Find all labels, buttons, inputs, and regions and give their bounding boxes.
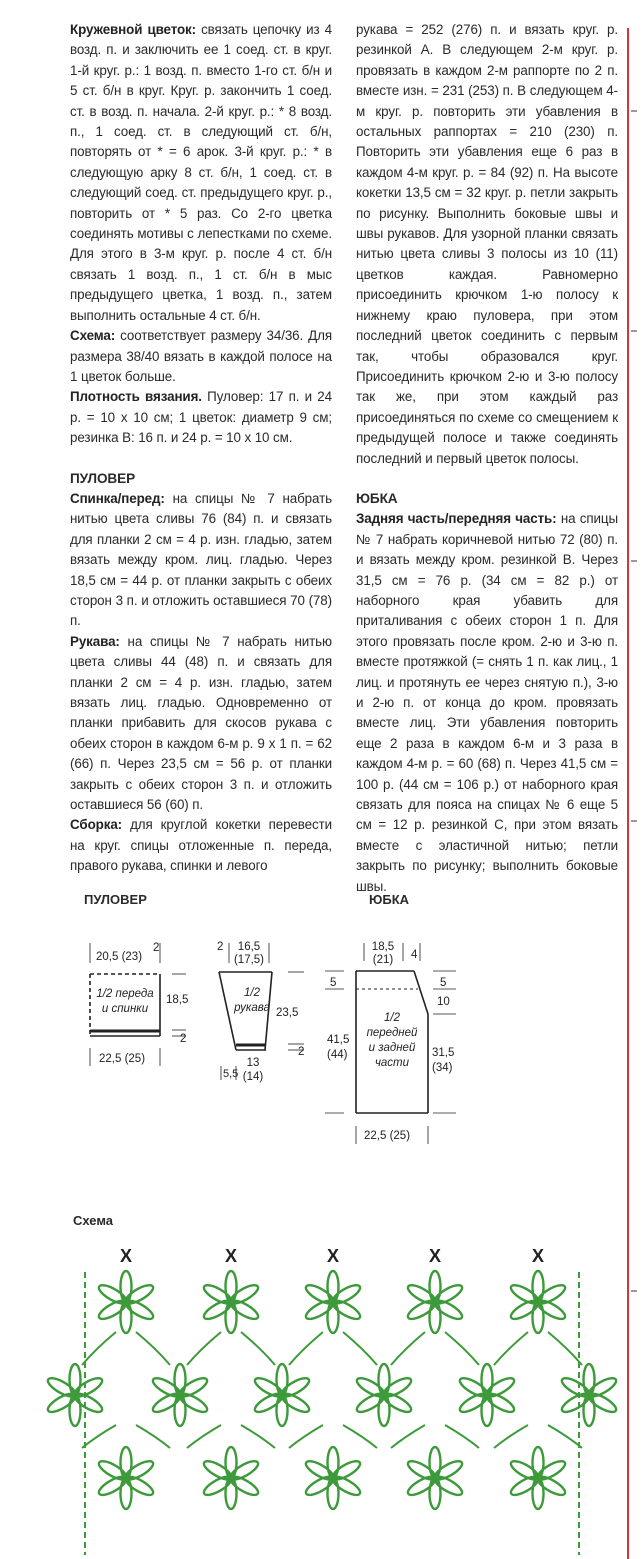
body-bottom-dimension: 22,5 (25) xyxy=(99,1053,146,1065)
skirt-label-line3: и задней xyxy=(368,1042,416,1054)
skirt-right-10-dimension: 10 xyxy=(437,996,450,1008)
skirt-label-line4: части xyxy=(374,1057,410,1069)
sleeve-label-line2: рукава xyxy=(234,1002,270,1014)
body-top-dimension: 20,5 (23) xyxy=(96,951,143,963)
sleeves-paragraph xyxy=(70,632,332,816)
back-front-paragraph xyxy=(70,489,332,632)
edge-tick xyxy=(631,330,637,332)
garment-schematics xyxy=(0,930,641,1150)
flower-link xyxy=(241,1425,275,1448)
skirt-top-side-dimension: 4 xyxy=(411,949,418,961)
sleeves-text: на спицы № 7 набрать нитью цвета сливы 44 (48) п. и связать для планки 2 см = 4 р. изн. гладью, затем вязать лиц. гладью. Одновременно от планки прибавить для скосов рукава с обеих сторон в каждом 6-м р. 9 x 1 п. = 62 (66) п. Через 23,5 см = 56 р. от планки закрыть с обеих сторон 3 п. и отложить оставшиеся 56 (60) п. xyxy=(70,633,332,813)
sleeve-top-small-dimension: 2 xyxy=(217,941,224,953)
sleeve-band-dimension: 2 xyxy=(298,1046,305,1058)
skirt-piece-schematic xyxy=(325,941,456,1144)
sleeve-bottom-dimension-a: 13 xyxy=(246,1057,260,1069)
skirt-diagram-title: ЮБКА xyxy=(369,892,410,907)
right-text-column xyxy=(356,20,618,897)
sleeve-bottom-dimension-b: (14) xyxy=(242,1071,264,1083)
flower-link xyxy=(548,1332,582,1365)
assembly-continued-paragraph: рукава = 252 (276) п. и вязать круг. р. резинкой А. В следующем 2-м круг. р. провязать в каждом 2-м раппорте по 2 п. вместе изн. = 231 (253) п. В следующем 4-м круг. р. повторить эти убавления в остальных раппортах = 210 (230) п. Повторить эти убавления еще 6 раз в каждом 4-м круг. р. = 84 (92) п. На высоте кокетки 13,5 см = 32 круг. р. петли закрыть по рисунку. Выполнить боковые швы и швы рукавов. Для узорной планки связать нитью цвета сливы 3 полосы из 10 (11) цветков каждая. Равномерно присоединить крючком 1-ю полосу к нижнему краю пуловера, при этом последний цветок соединить с первым так, чтобы образовался круг. Присоединить крючком 2-ю и 3-ю полосу так же, при этом каждый раз присоединяться по схеме со смещением к предыдущей полосе и также соединять последний и первый цветок полосы. xyxy=(356,22,618,466)
flower-link xyxy=(289,1425,323,1448)
assembly-text: для круглой кокетки перевести на круг. спицы отложенные п. переда, правого рукава, спинки и левого xyxy=(70,817,332,874)
flower-link xyxy=(241,1332,275,1365)
join-marker: X xyxy=(428,1246,442,1266)
skirt-parts-text: на спицы № 7 набрать коричневой нитью 72 (80) п. и вязать между кром. резинкой В. Через 31,5 см = 76 р. (34 см = 82 р.) от наборного края убавить для приталивания с обеих сторон 1 п. Для этого провязать после кром. 2-ю и 3-ю п. вместе протяжкой (= снять 1 п. как лиц., 1 лиц. и протянуть ее через снятую п.), 3-ю и 2-ю п. от конца до кром. провязать вместе лиц. Эти убавления повторить еще 2 раза в каждом 6-м и 3 раза в каждом 4-м р. = 60 (68) п. Через 41,5 см = 100 р. (44 см = 106 р.) от наборного края связать для пояса на спицах № 6 еще 5 см = 12 р. резинкой С, при этом вязать вместе с эластичной нитью; петли закрыть по рисунку; выполнить боковые швы. xyxy=(356,511,618,894)
pullover-heading: ПУЛОВЕР xyxy=(70,470,136,486)
sleeve-piece-schematic xyxy=(217,941,304,1083)
sleeves-term: Рукава: xyxy=(70,633,120,649)
edge-tick xyxy=(631,560,637,562)
flower-link xyxy=(548,1425,582,1448)
skirt-bottom-dimension: 22,5 (25) xyxy=(364,1130,411,1142)
scheme-note-paragraph xyxy=(70,326,332,387)
join-marker: X xyxy=(119,1246,133,1266)
scheme-note-text: соответствует размеру 34/36. Для размера 38/40 вязать в каждой полосе на 1 цветок больше. xyxy=(70,328,332,384)
flower-link xyxy=(494,1425,528,1448)
assembly-paragraph xyxy=(70,815,332,876)
flower-link xyxy=(445,1332,479,1365)
flower-link xyxy=(136,1425,170,1448)
scheme-note-term: Схема: xyxy=(70,328,116,344)
flower-link xyxy=(494,1332,528,1365)
pullover-diagram-title: ПУЛОВЕР xyxy=(84,892,147,907)
sleeve-label-line1: 1/2 xyxy=(244,987,260,999)
flower-link xyxy=(82,1425,116,1448)
join-marker: X xyxy=(224,1246,238,1266)
skirt-left-dimension-a: 41,5 xyxy=(327,1034,350,1046)
gauge-text: Пуловер: 17 п. и 24 р. = 10 x 10 см; 1 цветок: диаметр 9 см; резинка В: 16 п. и 24 р. = 10 x 10 см. xyxy=(70,389,332,446)
sleeve-height-dimension: 23,5 xyxy=(276,1007,299,1019)
skirt-right-dimension-b: (34) xyxy=(432,1062,453,1074)
skirt-top-dimension-a: 18,5 xyxy=(371,941,395,953)
edge-tick xyxy=(631,820,637,822)
flower-link xyxy=(343,1332,377,1365)
body-piece-schematic xyxy=(90,942,188,1066)
body-height-dimension: 18,5 xyxy=(166,994,189,1006)
left-text-column xyxy=(70,20,332,877)
flower-link xyxy=(445,1425,479,1448)
join-marker: X xyxy=(326,1246,340,1266)
flower-link xyxy=(82,1332,116,1365)
lace-flower-term: Кружевной цветок: xyxy=(70,22,197,37)
edge-tick xyxy=(631,110,637,112)
flower-link xyxy=(187,1332,221,1365)
gauge-term: Плотность вязания. xyxy=(70,389,202,405)
skirt-parts-paragraph xyxy=(356,509,618,897)
flower-link xyxy=(391,1425,425,1448)
flower-link xyxy=(289,1332,323,1365)
back-front-term: Спинка/перед: xyxy=(70,490,165,506)
gauge-paragraph xyxy=(70,387,332,448)
back-front-text: на спицы № 7 набрать нитью цвета сливы 76 (84) п. и связать для планки 2 см = 4 р. изн. гладью, затем вязать между кром. лиц. гладью. Через 18,5 см = 44 р. от планки закрыть с обеих сторон 3 п. и отложить оставшиеся 70 (78) п. xyxy=(70,490,332,629)
skirt-heading: ЮБКА xyxy=(356,490,398,506)
skirt-top-dimension-b: (21) xyxy=(372,954,394,966)
join-marker: X xyxy=(531,1246,545,1266)
flower-link xyxy=(343,1425,377,1448)
skirt-waist-left-dimension: 5 xyxy=(330,977,337,989)
crochet-flower-scheme xyxy=(0,1230,641,1559)
body-band-dimension: 2 xyxy=(180,1033,187,1045)
flower-link xyxy=(136,1332,170,1365)
lace-flower-text: связать цепочку из 4 возд. п. и заключить ее 1 соед. ст. в круг. 1-й круг. р.: 1 возд. п. вместо 1-го ст. б/н и 5 ст. б/н в круг. Круг. р. закончить 1 соед. ст. в возд. п. начала. 2-й круг. р.: * 8 возд. п., 1 соед. ст. в следующий ст. б/н, повторять от * = 6 арок. 3-й круг. р.: * в следующую арку 8 ст. б/н, 1 соед. ст. в следующий соед. ст. предыдущего круг. р., повторить от * 5 раз. Со 2-го цветка соединять мотивы с лепестками по схеме. Для этого в 3-м круг. р. после 4 ст. б/н связать 1 возд. п., 1 ст. б/н в мыс предыдущего цветка, 1 возд. п., затем выполнить остальные 4 ст. б/н. xyxy=(70,22,332,323)
scheme-title: Схема xyxy=(73,1213,114,1228)
body-top-small-dimension: 2 xyxy=(153,942,160,954)
lace-flower-paragraph xyxy=(70,20,332,326)
sleeve-top-dimension-b: (17,5) xyxy=(233,954,265,966)
sleeve-side-dimension: 5,5 xyxy=(223,1068,239,1080)
body-label-line2: и спинки xyxy=(101,1003,149,1015)
sleeve-top-dimension-a: 16,5 xyxy=(237,941,261,953)
body-label-line1: 1/2 переда xyxy=(96,988,154,1000)
skirt-left-dimension-b: (44) xyxy=(327,1049,348,1061)
flower-link xyxy=(187,1425,221,1448)
skirt-label-line2: передней xyxy=(366,1027,418,1039)
skirt-right-dimension-a: 31,5 xyxy=(432,1047,455,1059)
flower-link xyxy=(391,1332,425,1365)
skirt-label-line1: 1/2 xyxy=(384,1012,400,1024)
skirt-parts-term: Задняя часть/передняя часть: xyxy=(356,511,557,527)
skirt-waist-right-dimension: 5 xyxy=(440,977,447,989)
assembly-term: Сборка: xyxy=(70,817,123,833)
